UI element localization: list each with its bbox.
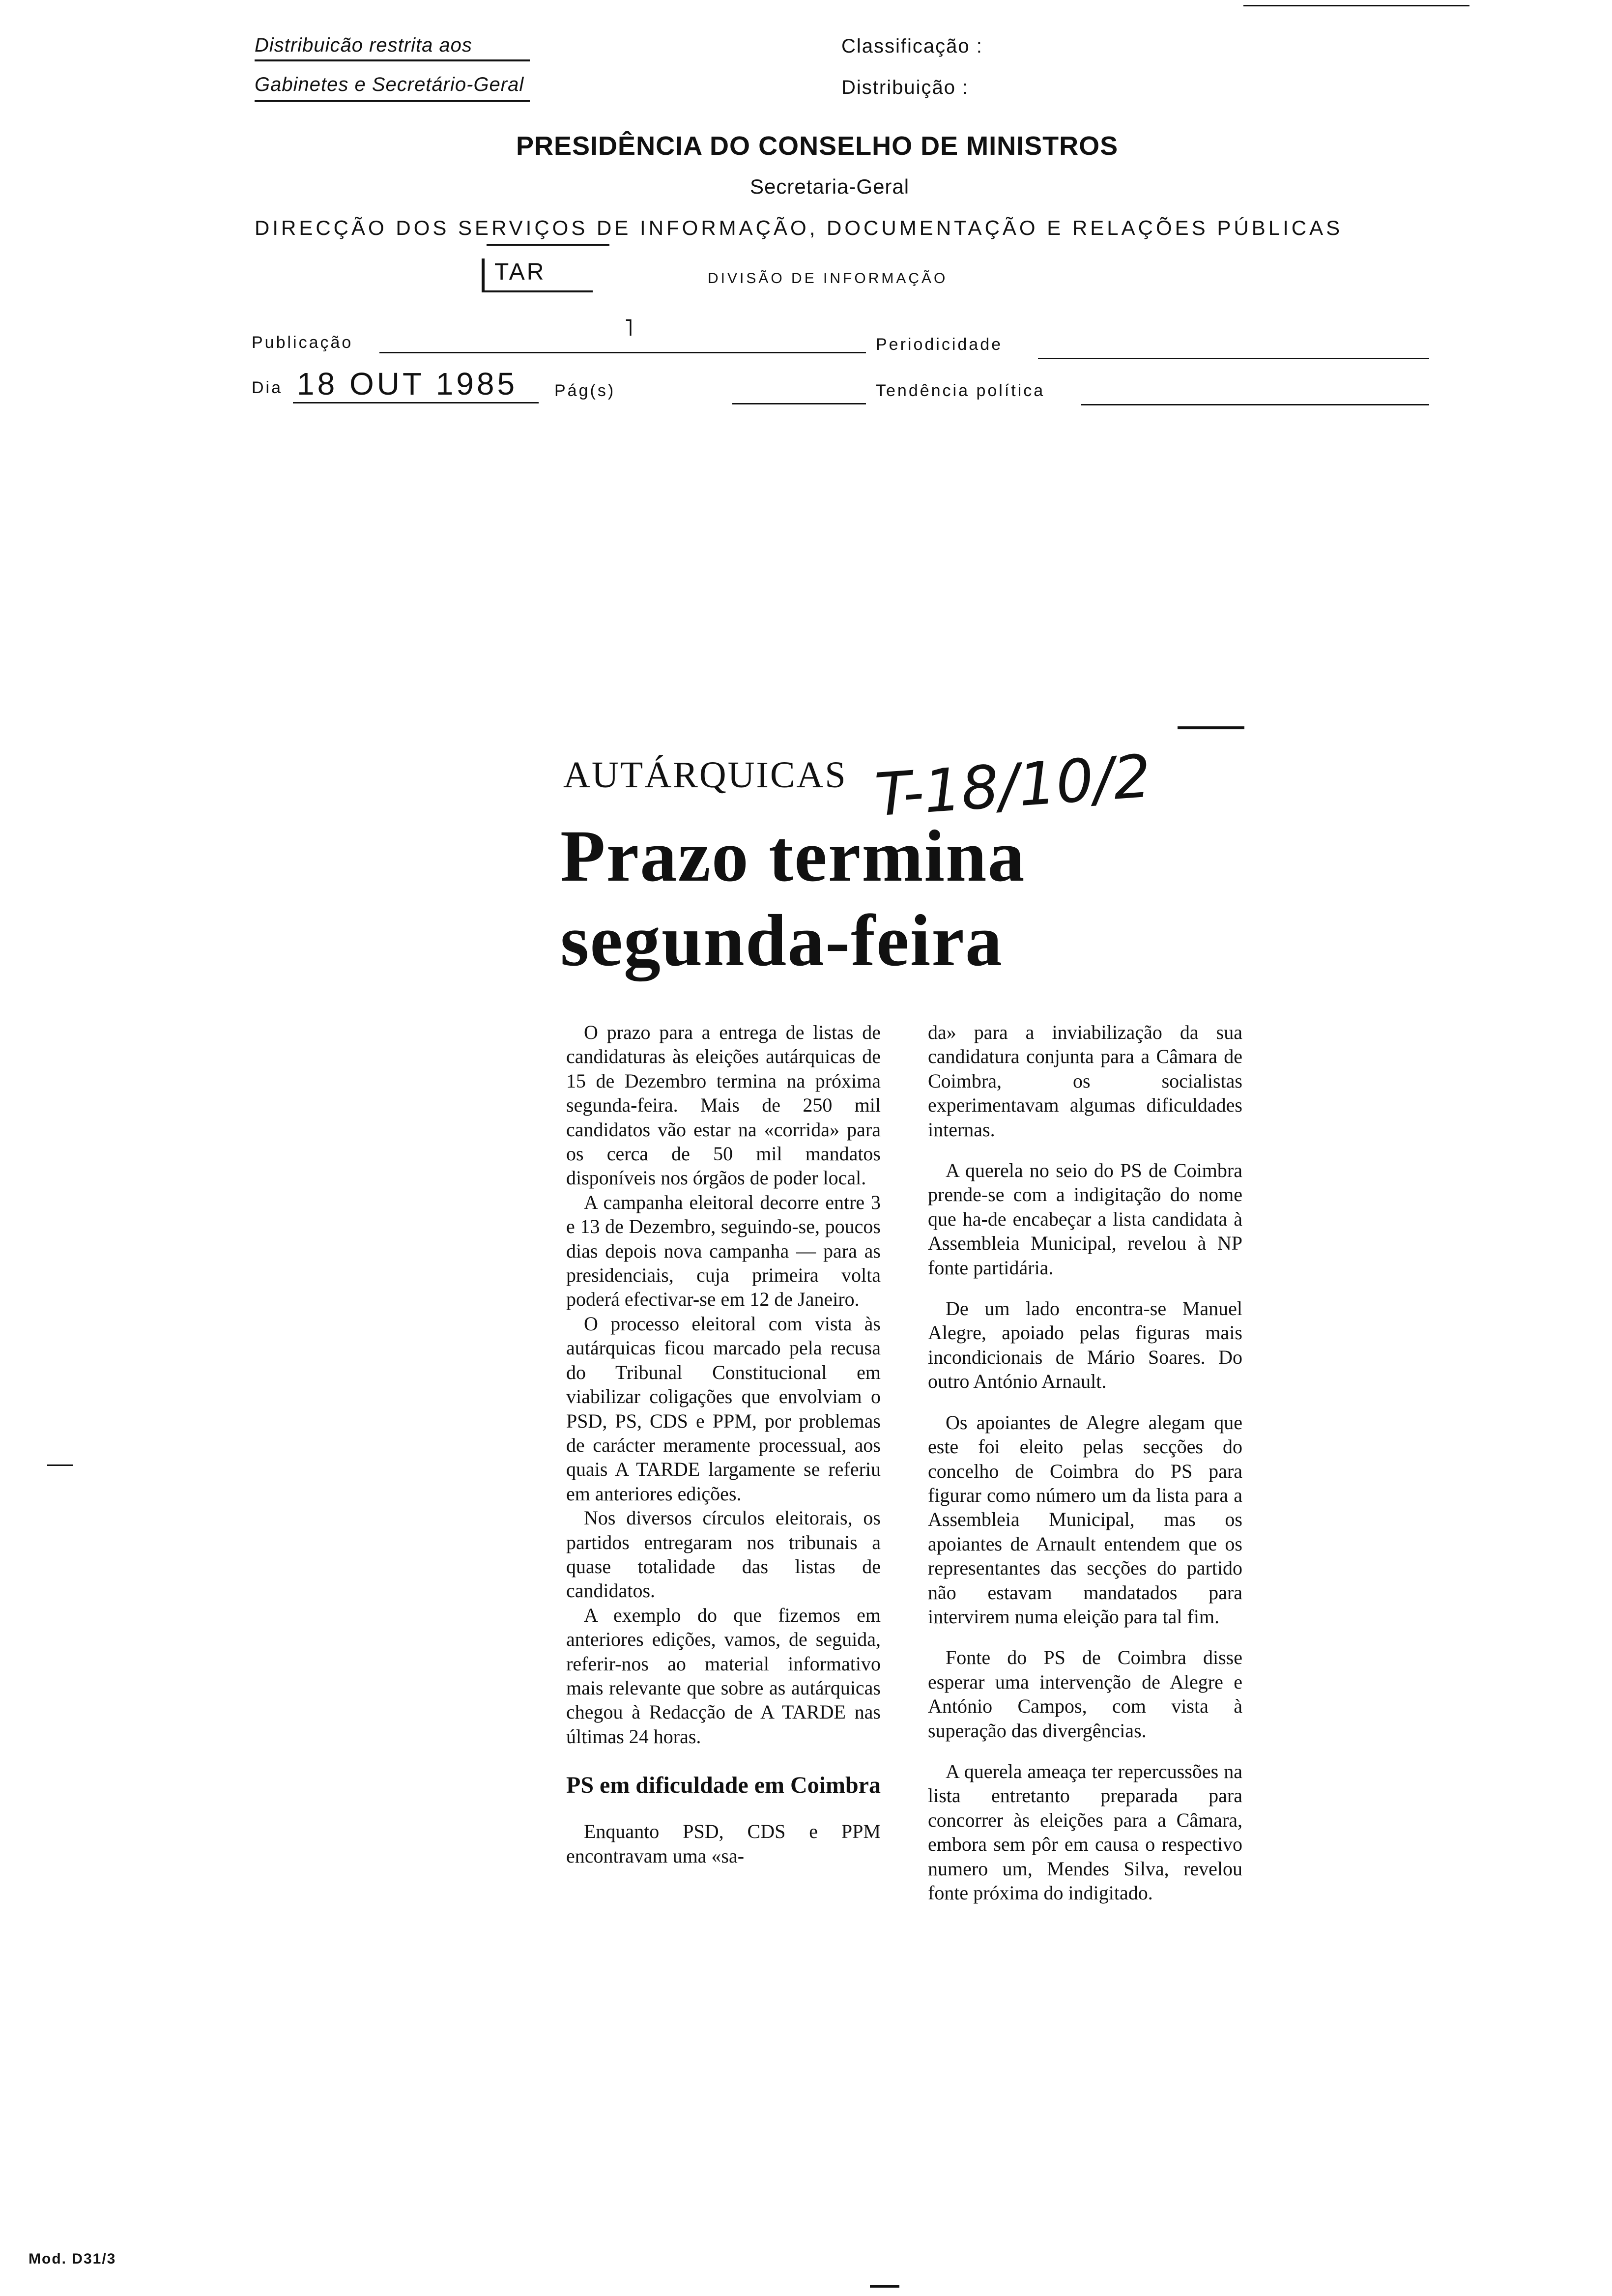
newspaper-stamp: TAR — [482, 258, 593, 292]
article-headline-line-1: Prazo termina — [560, 815, 1026, 897]
institution-subtitle: Secretaria-Geral — [750, 175, 910, 198]
paragraph: Os apoiantes de Alegre alegam que este foi eleito pelas secções do concelho de Coimbra do PS para figurar como número um da lista para a Assembleia Municipal, mas os apoiantes de Arnault entendem que os representantes das secções do partido não estavam mandatados para intervirem numa eleição para tal fim. — [928, 1411, 1242, 1628]
department-underline — [487, 244, 609, 246]
paragraph: O prazo para a entrega de listas de candidaturas às eleições autárquicas de 15 de Dezembro termina na próxima segunda-feira. Mais de 250 mil candidatos vão estar na «corrida» para os cerca de 50 mil mandatos disponíveis nos órgãos de poder local. — [566, 1021, 881, 1189]
pages-label: Pág(s) — [554, 381, 616, 400]
restriction-line-1: Distribuicão restrita aos — [255, 34, 530, 61]
paragraph: Fonte do PS de Coimbra disse esperar uma intervenção de Alegre e António Campos, com vista à superação das divergências. — [928, 1646, 1242, 1742]
department-name: DIRECÇÃO DOS SERVIÇOS DE INFORMAÇÃO, DOCUMENTAÇÃO E RELAÇÕES PÚBLICAS — [255, 216, 1343, 239]
paragraph: Enquanto PSD, CDS e PPM encontravam uma «sa- — [566, 1820, 881, 1867]
date-field — [293, 402, 539, 403]
article-kicker: AUTÁRQUICAS — [563, 754, 847, 796]
institution-title: PRESIDÊNCIA DO CONSELHO DE MINISTROS — [516, 131, 1119, 161]
handwritten-reference: T-18/10/2 — [872, 742, 1153, 830]
top-rule — [1243, 5, 1469, 6]
periodicity-field — [1038, 358, 1429, 359]
restriction-line-2: Gabinetes e Secretário-Geral — [255, 74, 530, 102]
periodicity-label: Periodicidade — [876, 335, 1003, 354]
publication-label: Publicação — [252, 333, 353, 352]
tendency-field — [1081, 404, 1429, 405]
publication-field — [379, 352, 866, 353]
paragraph: A querela ameaça ter repercussões na lista entretanto preparada para concorrer às eleições para a Câmara, embora sem pôr em causa o respectivo numero um, Mendes Silva, revelou fonte próxima do indigitado. — [928, 1760, 1242, 1904]
punch-mark — [47, 1464, 73, 1466]
tendency-label: Tendência política — [876, 381, 1045, 400]
article-column-1 — [566, 1020, 881, 1868]
form-code: Mod. D31/3 — [29, 2251, 116, 2267]
article-subhead: PS em dificuldade em Coimbra — [566, 1772, 881, 1799]
distribution-label: Distribuição : — [841, 77, 969, 98]
tick-mark-icon: ˥ — [624, 315, 633, 341]
paragraph: O processo eleitoral com vista às autárquicas ficou marcado pela recusa do Tribunal Constitucional em viabilizar coligações que envolviam o PSD, PS, CDS e PPM, por problemas de carácter meramente processual, aos quais A TARDE largamente se referiu em anteriores edições. — [566, 1312, 881, 1505]
clipping-mark — [1178, 726, 1244, 729]
paragraph: A campanha eleitoral decorre entre 3 e 13 de Dezembro, seguindo-se, poucos dias depois nova campanha — para as presidenciais, cuja primeira volta poderá efectivar-se em 12 de Janeiro. — [566, 1191, 881, 1311]
division-name: DIVISÃO DE INFORMAÇÃO — [708, 270, 948, 287]
article-headline-line-2: segunda-feira — [560, 900, 1003, 981]
date-value: 18 OUT 1985 — [297, 366, 518, 402]
day-label: Dia — [252, 378, 283, 397]
paragraph: Nos diversos círculos eleitorais, os partidos entregaram nos tribunais a quase totalidade das listas de candidatos. — [566, 1507, 881, 1602]
paragraph: De um lado encontra-se Manuel Alegre, apoiado pelas figuras mais incondicionais de Mário Soares. Do outro António Arnault. — [928, 1297, 1242, 1393]
paragraph: A querela no seio do PS de Coimbra prende-se com a indigitação do nome que ha-de encabeçar a lista candidata à Assembleia Municipal, revelou à NP fonte partidária. — [928, 1159, 1242, 1279]
pages-field — [732, 403, 866, 404]
paragraph: A exemplo do que fizemos em anteriores edições, vamos, de seguida, referir-nos ao material informativo mais relevante que sobre as autárquicas chegou à Redacção de A TARDE nas últimas 24 horas. — [566, 1604, 881, 1748]
bottom-mark — [870, 2285, 899, 2288]
classification-label: Classificação : — [841, 35, 983, 57]
article-column-2 — [928, 1020, 1242, 1905]
paragraph: da» para a inviabilização da sua candidatura conjunta para a Câmara de Coimbra, os socialistas experimentavam algumas dificuldades internas. — [928, 1021, 1242, 1141]
